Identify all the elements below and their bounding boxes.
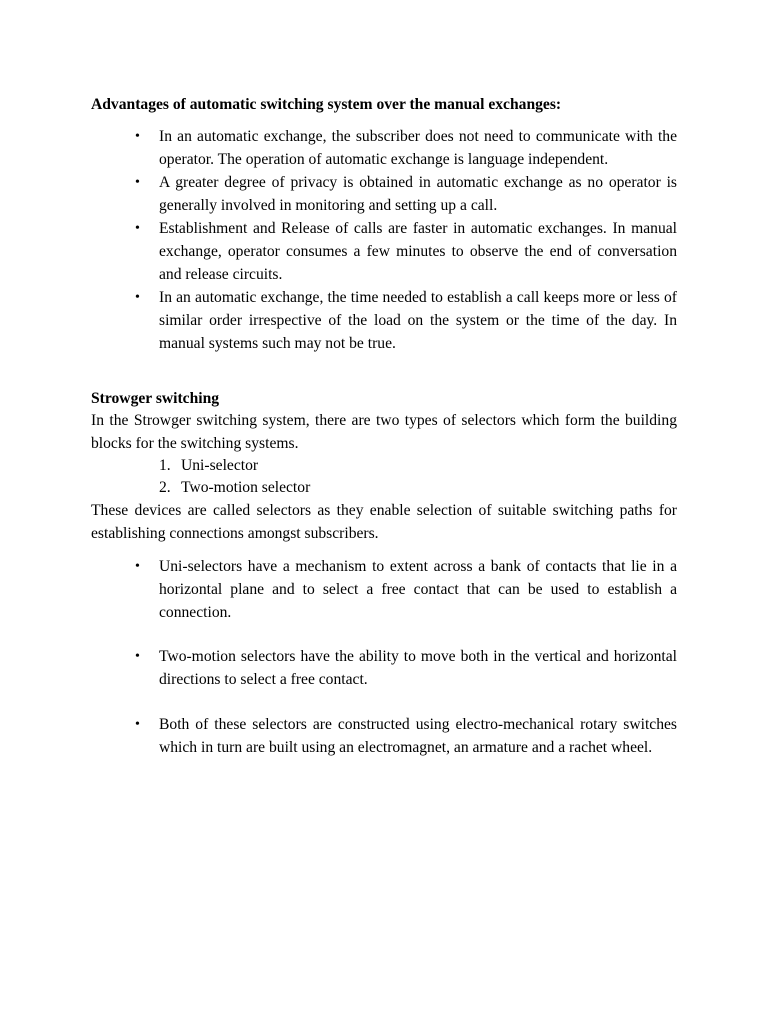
item-number: 2. xyxy=(159,479,171,497)
bullet-item: • Establishment and Release of calls are faster in automatic exchanges. In manual exchange, operator consumes a few minutes to observe the end of conversation and release circuits. xyxy=(91,218,677,286)
bullet-item: • Uni-selectors have a mechanism to extent across a bank of contacts that lie in a horizontal plane and to select a free contact that can be used to establish a connection. xyxy=(91,556,677,624)
advantages-bullet-list xyxy=(91,126,677,356)
section-heading-advantages: Advantages of automatic switching system over the manual exchanges: xyxy=(91,96,562,113)
item-number: 1. xyxy=(159,457,171,474)
numbered-item xyxy=(91,455,310,477)
numbered-item xyxy=(91,477,310,499)
bullet-item: • Both of these selectors are constructed using electro-mechanical rotary switches which in turn are built using an electromagnet, an armature and a rachet wheel. xyxy=(91,714,677,760)
bullet-item: • A greater degree of privacy is obtained in automatic exchange as no operator is generally involved in monitoring and setting up a call. xyxy=(91,172,677,218)
bullet-item: • In an automatic exchange, the subscriber does not need to communicate with the operator. The operation of automatic exchange is language independent. xyxy=(91,126,677,172)
section-heading-strowger: Strowger switching xyxy=(91,390,220,407)
bullet-item: • In an automatic exchange, the time needed to establish a call keeps more or less of similar order irrespective of the load on the system or the time of the day. In manual systems such may not be true. xyxy=(91,287,677,355)
selectors-bullet-list xyxy=(91,556,677,782)
selectors-followup-paragraph: These devices are called selectors as they enable selection of suitable switching paths for establishing connections amongst subscribers. xyxy=(91,502,677,542)
bullet-item: • Two-motion selectors have the ability to move both in the vertical and horizontal directions to select a free contact. xyxy=(91,646,677,692)
selector-numbered-list xyxy=(91,455,310,500)
strowger-intro-paragraph: In the Strowger switching system, there are two types of selectors which form the building blocks for the switching systems. xyxy=(91,412,677,452)
item-text: Two-motion selector xyxy=(181,479,311,497)
item-text: Uni-selector xyxy=(181,457,259,474)
